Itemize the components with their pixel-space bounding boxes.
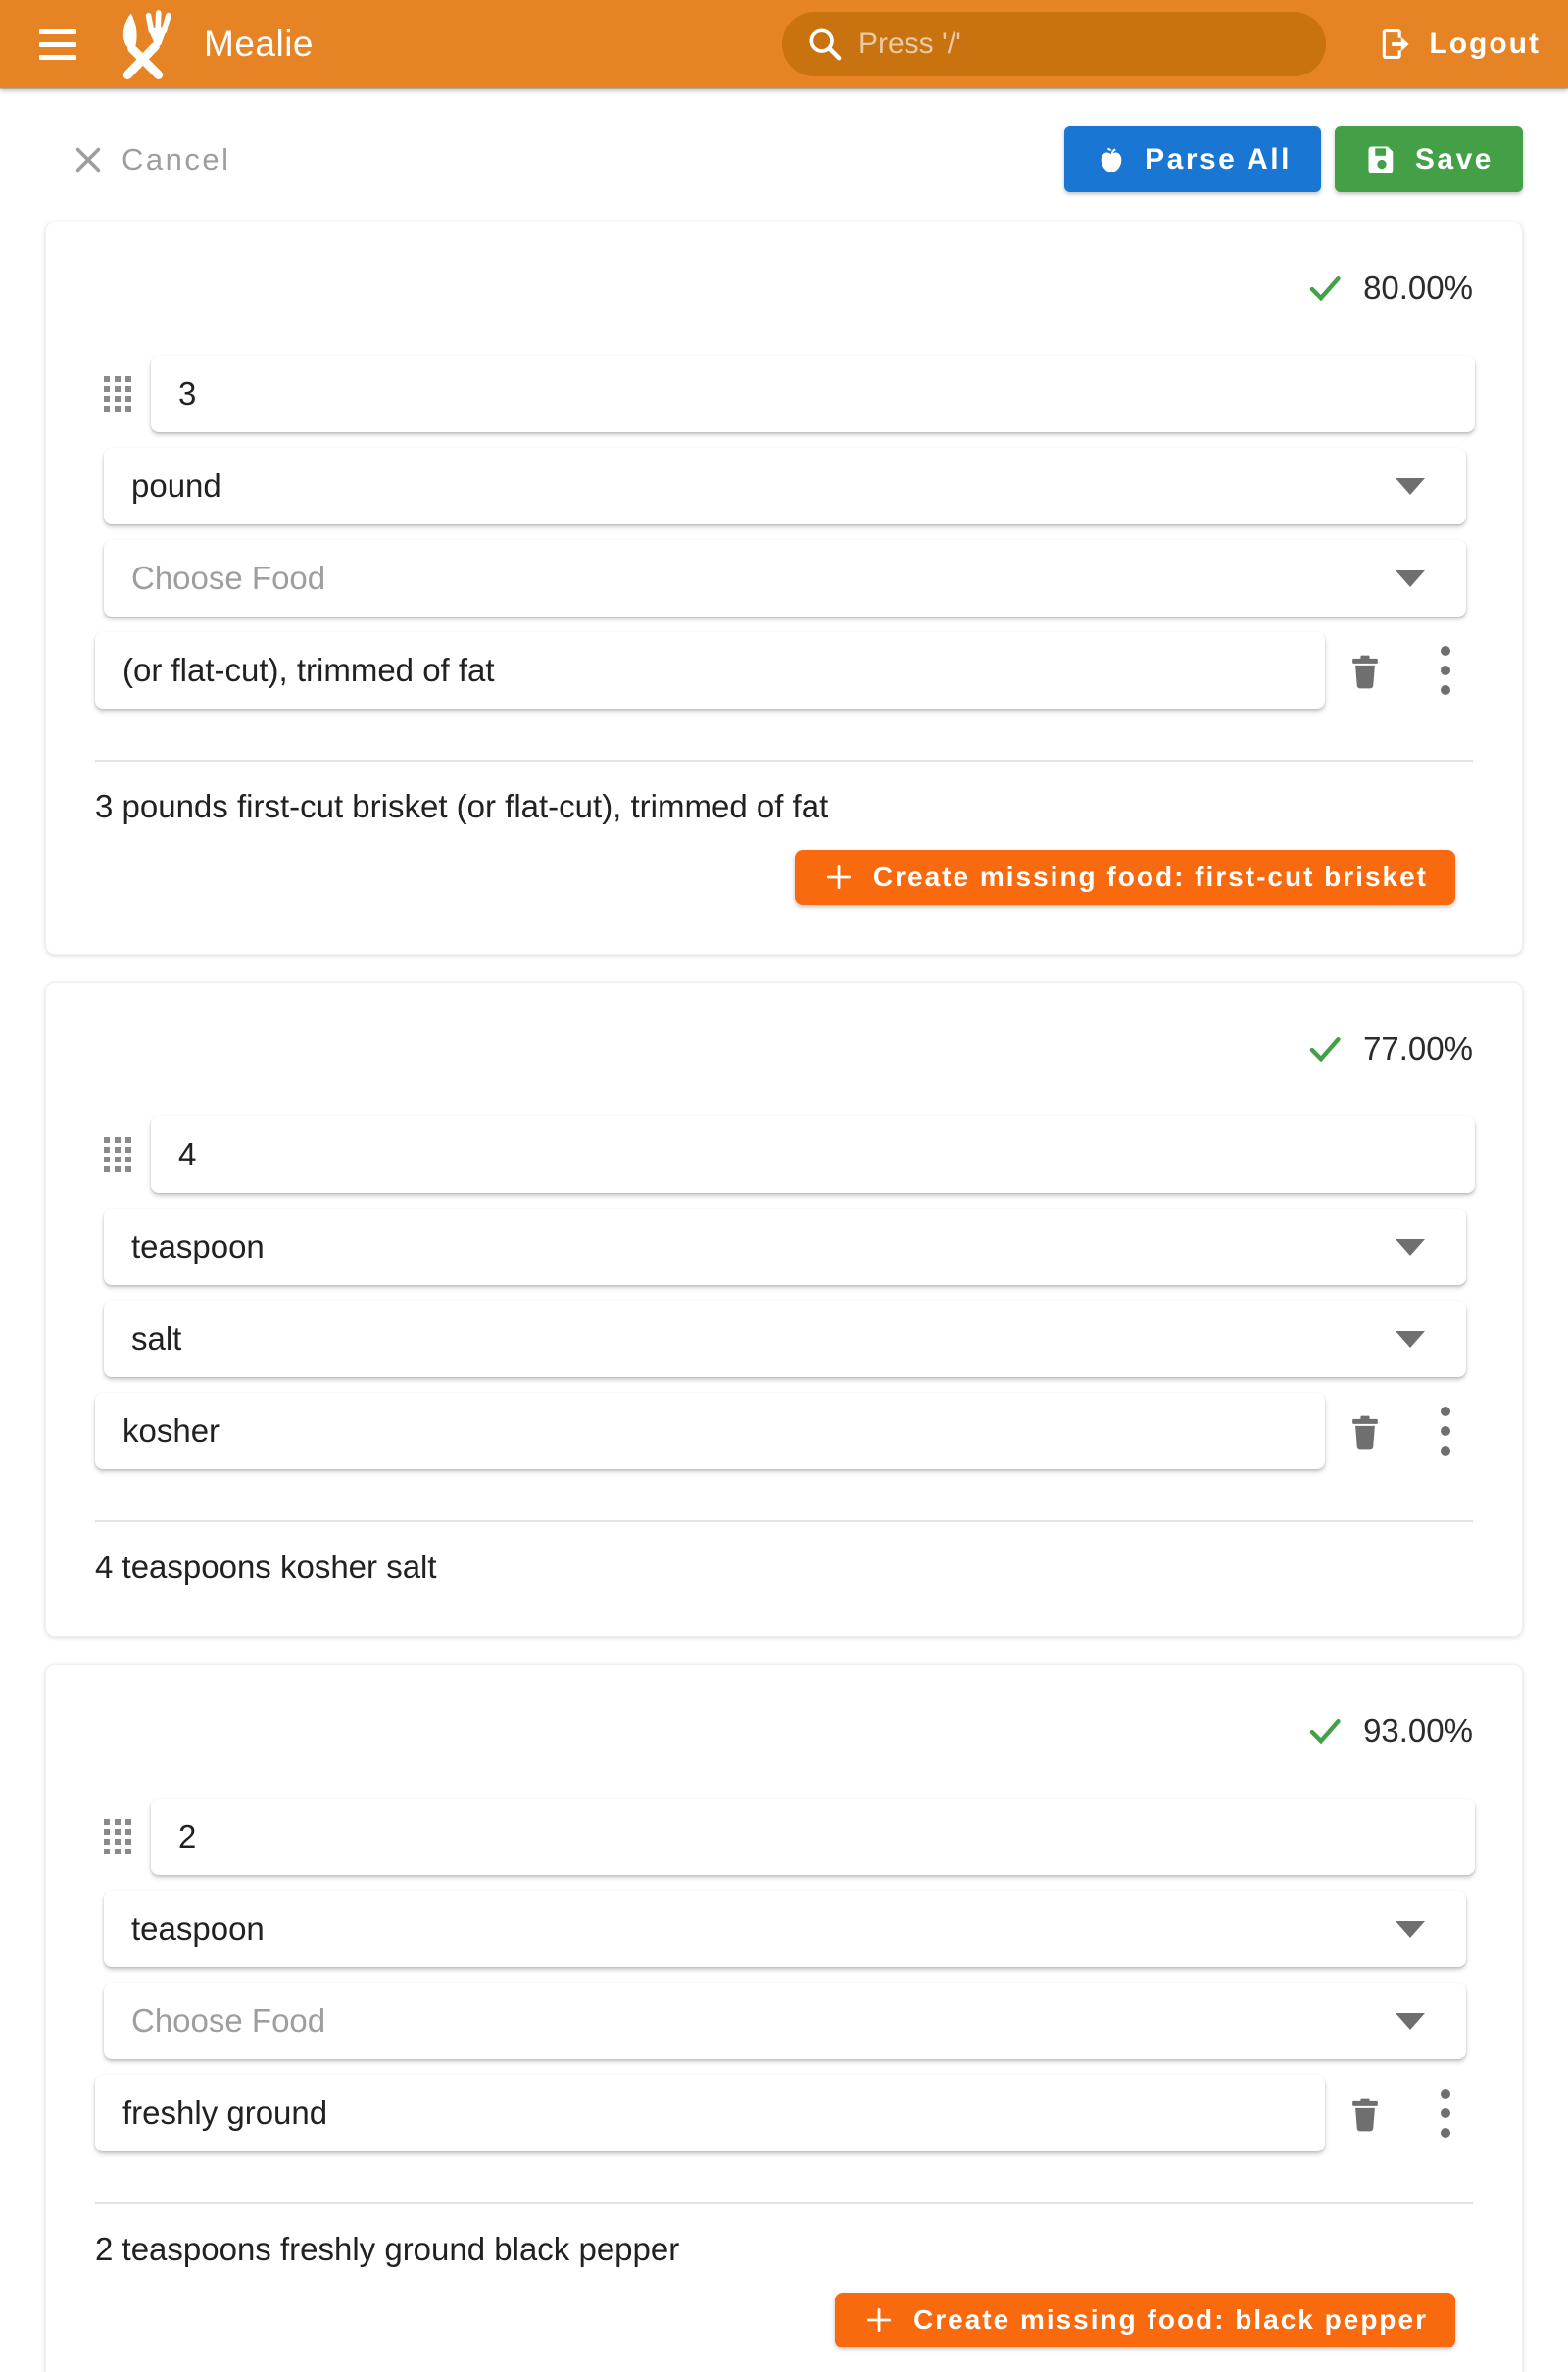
app-title: Mealie [204, 24, 314, 64]
close-icon [71, 142, 106, 177]
create-missing-food-button[interactable] [795, 850, 1455, 905]
food-select[interactable] [104, 540, 1466, 617]
delete-button[interactable] [1339, 1404, 1394, 1458]
confidence-row [46, 266, 1522, 311]
divider [95, 1520, 1473, 1522]
create-missing-food-label: Create missing food: first-cut brisket [872, 862, 1428, 892]
search-placeholder: Press '/' [858, 27, 961, 60]
apple-icon [1094, 142, 1129, 177]
more-menu-button[interactable] [1418, 2086, 1473, 2141]
parse-all-label: Parse All [1145, 142, 1292, 175]
confidence-value: 93.00% [1363, 1712, 1473, 1749]
note-input[interactable] [95, 632, 1325, 709]
kebab-icon [1441, 646, 1450, 695]
logout-button[interactable] [1378, 12, 1541, 76]
cancel-label: Cancel [122, 141, 231, 176]
more-menu-button[interactable] [1418, 1404, 1473, 1458]
chevron-down-icon [1396, 1921, 1425, 1938]
kebab-icon [1441, 2089, 1450, 2138]
trash-icon [1344, 1409, 1387, 1453]
more-menu-button[interactable] [1418, 643, 1473, 698]
confidence-check-icon [1304, 268, 1346, 309]
food-select[interactable] [104, 1983, 1466, 2059]
delete-button[interactable] [1339, 2086, 1394, 2141]
unit-value: teaspoon [131, 1910, 265, 1947]
parse-all-button[interactable] [1064, 126, 1321, 192]
parser-toolbar [45, 126, 1523, 192]
ingredient-card [45, 222, 1523, 955]
logout-icon [1378, 25, 1415, 63]
confidence-check-icon [1304, 1710, 1346, 1752]
drag-handle-icon[interactable] [104, 1819, 131, 1854]
note-input[interactable] [95, 1393, 1325, 1469]
cancel-button[interactable] [71, 142, 231, 177]
app-bar [0, 0, 1568, 88]
unit-value: pound [131, 468, 221, 504]
save-icon [1364, 142, 1399, 177]
confidence-row [46, 1708, 1522, 1754]
unit-select[interactable] [104, 1891, 1466, 1967]
drag-handle-icon[interactable] [104, 1137, 131, 1172]
chevron-down-icon [1396, 570, 1425, 587]
food-value: salt [131, 1320, 182, 1357]
confidence-value: 77.00% [1363, 1030, 1473, 1066]
food-placeholder: Choose Food [131, 2002, 326, 2039]
plus-icon [862, 2303, 896, 2337]
search-icon [806, 25, 845, 64]
plus-icon [822, 861, 856, 894]
save-button[interactable] [1335, 126, 1523, 192]
quantity-input[interactable] [151, 1799, 1475, 1875]
header-divider [0, 88, 1568, 89]
note-input[interactable] [95, 2075, 1325, 2151]
chevron-down-icon [1396, 1239, 1425, 1256]
logout-label: Logout [1429, 27, 1541, 60]
create-missing-food-label: Create missing food: black pepper [913, 2304, 1428, 2335]
drag-handle-icon[interactable] [104, 376, 131, 412]
ingredient-card [45, 982, 1523, 1637]
search-input[interactable] [782, 12, 1326, 76]
original-ingredient-text: 2 teaspoons freshly ground black pepper [95, 2231, 680, 2267]
divider [95, 760, 1473, 762]
confidence-value: 80.00% [1363, 270, 1473, 306]
trash-icon [1344, 2092, 1387, 2135]
quantity-input[interactable] [151, 1116, 1475, 1193]
save-label: Save [1414, 142, 1494, 175]
mealie-logo-icon [108, 9, 178, 79]
delete-button[interactable] [1339, 643, 1394, 698]
unit-value: teaspoon [131, 1228, 265, 1264]
trash-icon [1344, 649, 1387, 692]
chevron-down-icon [1396, 2013, 1425, 2030]
unit-select[interactable] [104, 448, 1466, 524]
original-ingredient-text: 3 pounds first-cut brisket (or flat-cut), trimmed of fat [95, 788, 829, 824]
divider [95, 2202, 1473, 2204]
kebab-icon [1441, 1407, 1450, 1456]
chevron-down-icon [1396, 478, 1425, 495]
original-ingredient-text: 4 teaspoons kosher salt [95, 1549, 437, 1585]
food-select[interactable] [104, 1301, 1466, 1377]
menu-icon[interactable] [24, 15, 92, 74]
confidence-row [46, 1026, 1522, 1071]
ingredient-card [45, 1664, 1523, 2372]
confidence-check-icon [1304, 1028, 1346, 1069]
chevron-down-icon [1396, 1331, 1425, 1348]
unit-select[interactable] [104, 1209, 1466, 1285]
food-placeholder: Choose Food [131, 560, 326, 596]
quantity-input[interactable] [151, 356, 1475, 432]
create-missing-food-button[interactable] [835, 2293, 1455, 2347]
